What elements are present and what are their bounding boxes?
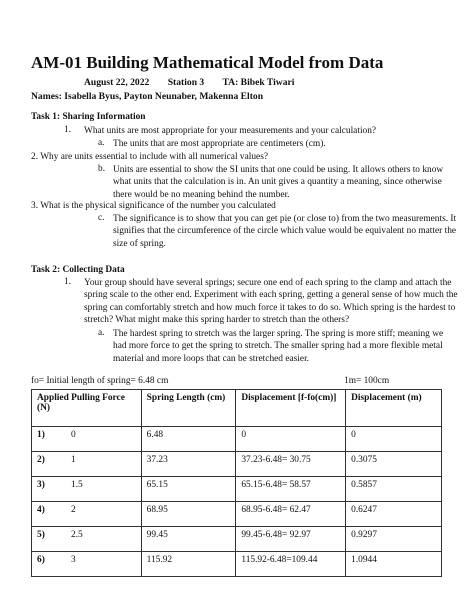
task1-a3-letter: c. [98,213,105,223]
task1-a1-letter: a. [98,138,105,148]
table-header-row [32,390,442,427]
displacement-cm-cell: 37.23-6.48= 30.75 [236,452,346,477]
row-index: 2) [37,455,45,465]
force-cell [32,502,142,527]
group-names: Names: Isabella Byus, Payton Neunaber, Makenna Elton [31,91,264,102]
header-force: Applied Pulling Force (N) [32,390,142,427]
row-index: 5) [37,530,45,540]
displacement-m-cell: 0.5857 [346,477,442,502]
displacement-m-cell: 0.9297 [346,527,442,552]
force-cell [32,552,142,577]
force-value: 1 [71,455,76,465]
force-cell [32,477,142,502]
task1-heading: Task 1: Sharing Information [31,112,146,122]
task2-heading: Task 2: Collecting Data [31,265,125,275]
ta-label: TA: Bibek Tiwari [222,77,295,88]
task1-a2-text: Units are essential to show the SI units that one could be using. It allows others to know what units that the calculation is in. An unit gives a quantity a meaning, since otherwise there would be no meaning behind the number. [113,165,444,200]
displacement-m-cell: 0.3075 [346,452,442,477]
table-row [32,427,442,452]
task1-q1-text: What units are most appropriate for your measurements and your calculation? [84,126,377,136]
table-row [32,527,442,552]
length-cell: 68.95 [141,502,236,527]
task1-q2-text: 2. Why are units essential to include with all numerical values? [31,152,268,162]
row-index: 6) [37,555,45,565]
force-cell [32,527,142,552]
document-title: AM-01 Building Mathematical Model from Data [31,53,384,72]
header-displacement-m: Displacement (m) [346,390,442,427]
row-index: 1) [37,430,45,440]
displacement-cm-cell: 115.92-6.48=109.44 [236,552,346,577]
force-value: 3 [71,555,76,565]
table-row [32,552,442,577]
length-cell: 6.48 [141,427,236,452]
displacement-m-cell: 1.0944 [346,552,442,577]
table-row [32,477,442,502]
length-cell: 65.15 [141,477,236,502]
force-cell [32,427,142,452]
header-displacement-cm: Displacement [f-fo(cm)] [236,390,346,427]
displacement-m-cell: 0.6247 [346,502,442,527]
table-row [32,502,442,527]
task2-a1-letter: a. [98,328,105,338]
displacement-cm-cell: 0 [236,427,346,452]
unit-conversion-note: 1m= 100cm [344,376,390,386]
force-value: 0 [71,430,76,440]
displacement-cm-cell: 65.15-6.48= 58.57 [236,477,346,502]
task1-a3-text: The significance is to show that you can get pie (or close to) from the two measurements. It signifies that the circumference of the circle which value would be equivalent no matter the size of spring. [113,214,457,249]
initial-length-note: fo= Initial length of spring= 6.48 cm [31,376,169,386]
task1-q3-text: 3. What is the physical significance of the number you calculated [31,201,276,211]
row-index: 4) [37,505,45,515]
header-length: Spring Length (cm) [141,390,236,427]
force-value: 1.5 [71,480,83,490]
document-meta [84,77,310,88]
task2-a1-text: The hardest spring to stretch was the larger spring. The spring is more stiff; meaning we had more force to get the spring to stretch. The smaller spring had a more flexible metal material and more loops that can be stretched easier. [113,329,444,364]
task2-q1-number: 1. [64,277,72,287]
length-cell: 37.23 [141,452,236,477]
displacement-cm-cell: 99.45-6.48= 92.97 [236,527,346,552]
displacement-cm-cell: 68.95-6.48= 62.47 [236,502,346,527]
task1-a1-text: The units that are most appropriate are centimeters (cm). [113,139,326,149]
data-table [31,389,442,577]
length-cell: 99.45 [141,527,236,552]
force-value: 2.5 [71,530,83,540]
force-value: 2 [71,505,76,515]
displacement-m-cell: 0 [346,427,442,452]
length-cell: 115.92 [141,552,236,577]
table-row [32,452,442,477]
task1-q1-number: 1. [64,125,72,135]
task1-a2-letter: b. [98,164,106,174]
row-index: 3) [37,480,45,490]
force-cell [32,452,142,477]
station-label: Station 3 [167,77,205,88]
task2-q1-text: Your group should have several springs; secure one end of each spring to the clamp and attach the spring scale to the other end. Experiment with each spring, getting a general sense of how much the spring can comfortably stretch and how much force it takes to do so. Which spring is the hardest to stretch? What might make this spring harder to stretch than the others? [84,278,458,325]
date-label: August 22, 2022 [84,77,150,88]
